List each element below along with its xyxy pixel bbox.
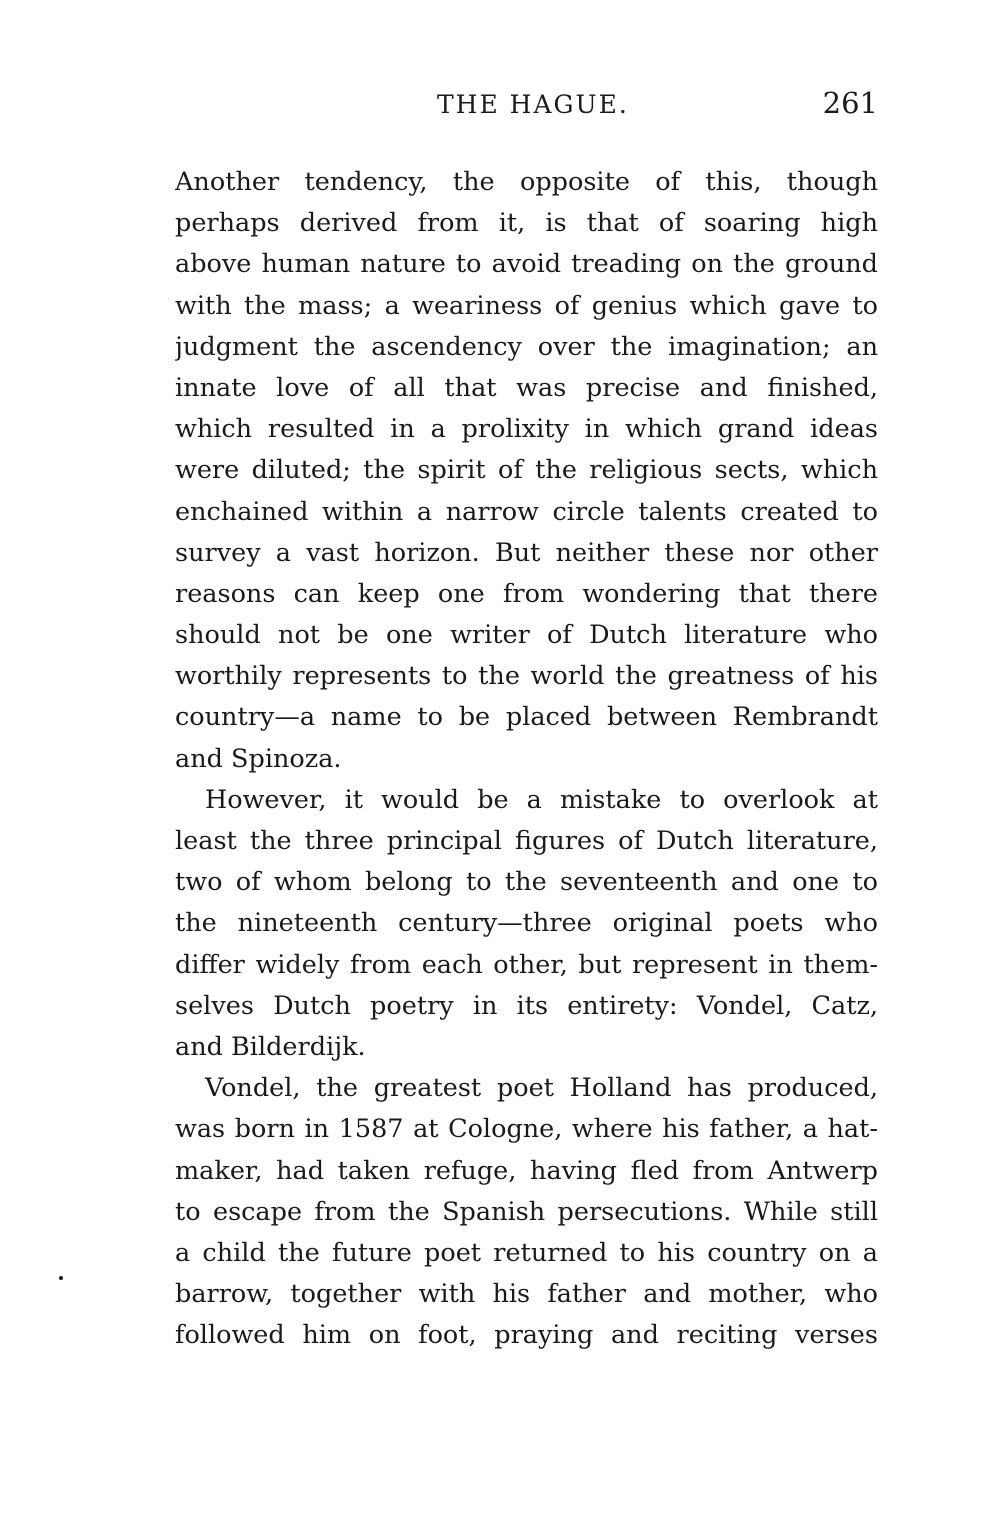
text-line: least the three principal figures of Dutch literature, — [175, 826, 878, 856]
text-line: reasons can keep one from wondering that there — [175, 578, 878, 609]
text-line: differ widely from each other, but represent in them- — [175, 949, 878, 980]
text-line: country—a name to be placed between Rembrandt — [175, 702, 878, 733]
text-line: with the mass; a weariness of genius which gave to — [175, 290, 878, 321]
text-line: barrow, together with his father and mother, who — [175, 1279, 878, 1310]
text-line: Vondel, the greatest poet Holland has produced, — [205, 1073, 878, 1104]
text-line: Another tendency, the opposite of this, though — [175, 167, 878, 197]
text-line: to escape from the Spanish persecutions. While still — [175, 1196, 878, 1227]
text-line: was born in 1587 at Cologne, where his father, a hat- — [175, 1114, 878, 1145]
text-line: and Bilderdijk. — [175, 1031, 366, 1062]
text-line: enchained within a narrow circle talents created to — [175, 496, 878, 527]
paragraph-3 — [175, 1068, 878, 1356]
text-line: the nineteenth century—three original poets who — [175, 908, 878, 939]
text-line: and Spinoza. — [175, 743, 342, 774]
text-line: should not be one writer of Dutch literature who — [175, 620, 878, 651]
text-line: selves Dutch poetry in its entirety: Vondel, Catz, — [175, 990, 878, 1021]
text-line: maker, had taken refuge, having fled from Antwerp — [175, 1155, 878, 1186]
text-line: were diluted; the spirit of the religious sects, which — [175, 455, 878, 486]
text-line: innate love of all that was precise and finished, — [175, 372, 878, 403]
text-line: a child the future poet returned to his country on a — [175, 1237, 878, 1268]
body-text — [175, 162, 878, 1356]
text-line: followed him on foot, praying and reciting verses — [175, 1320, 878, 1351]
running-header — [175, 86, 878, 130]
text-line: perhaps derived from it, is that of soaring high — [175, 208, 878, 239]
text-line: above human nature to avoid treading on the ground — [175, 249, 878, 280]
text-line: worthily represents to the world the greatness of his — [175, 661, 878, 692]
paragraph-2 — [175, 780, 878, 1068]
text-line: survey a vast horizon. But neither these nor other — [175, 537, 878, 568]
text-line: However, it would be a mistake to overlook at — [205, 784, 878, 815]
text-line: two of whom belong to the seventeenth and one to — [175, 867, 878, 898]
running-title: THE HAGUE. — [437, 90, 629, 119]
text-line: which resulted in a prolixity in which grand ideas — [175, 414, 878, 445]
ink-speck — [59, 1276, 63, 1280]
text-line: judgment the ascendency over the imagination; an — [175, 331, 878, 362]
page-number: 261 — [822, 86, 878, 120]
paragraph-1 — [175, 162, 878, 780]
